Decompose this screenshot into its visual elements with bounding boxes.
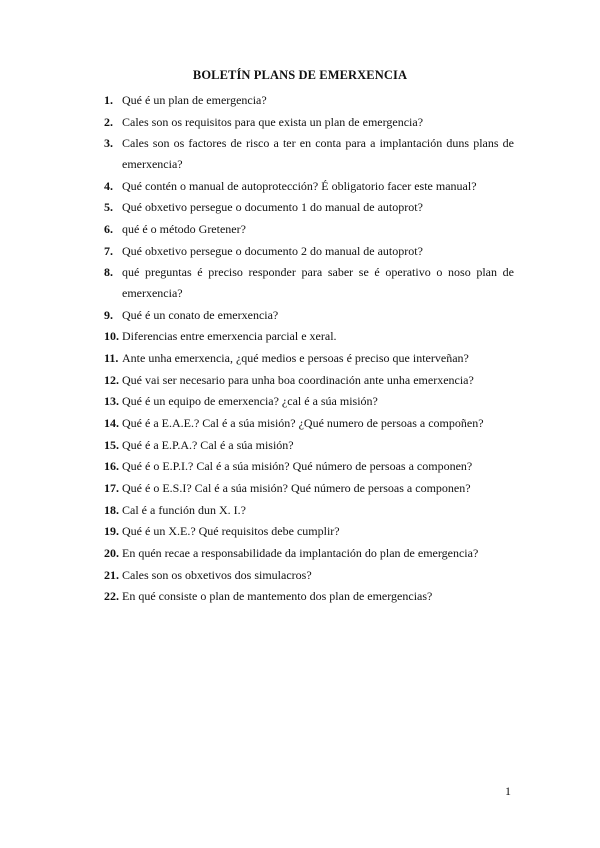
question-item [104,241,514,262]
question-item [104,500,514,521]
question-item [104,90,514,111]
question-number: 11. [104,350,119,365]
question-number: 2. [104,114,113,129]
question-number: 12. [104,372,119,387]
question-number: 8. [104,265,113,280]
question-text: Qué contén o manual de autoprotección? É obligatorio facer este manual? [122,178,477,193]
page-number: 1 [505,784,511,798]
question-text: Cales son os requisitos para que exista un plan de emergencia? [122,114,424,129]
question-text: Qué vai ser necesario para unha boa coordinación ante unha emerxencia? [122,372,474,387]
question-item [104,176,514,197]
question-item [104,435,514,456]
question-number: 1. [104,93,113,107]
question-text: Qué é o E.S.I? Cal é a súa misión? Qué número de persoas a componen? [122,481,471,495]
question-text: Qué é un equipo de emerxencia? ¿cal é a súa misión? [122,394,378,409]
question-text: Cales son os factores de risco a ter en conta para a implantación duns plans de emerxencia? [122,136,514,171]
question-item [104,197,514,218]
question-text: qué é o método Gretener? [122,221,246,236]
question-text: Cales son os obxetivos dos simulacros? [122,567,312,582]
question-number: 19. [104,524,119,539]
question-text: Qué obxetivo persegue o documento 1 do manual de autoprot? [122,200,423,215]
question-item [104,565,514,586]
question-text: qué preguntas é preciso responder para saber se é operativo o noso plan de emerxencia? [122,265,514,300]
question-text: En qué consiste o plan de mantemento dos plan de emergencias? [122,589,433,604]
question-item [104,543,514,564]
question-item [104,219,514,240]
question-text: Qué é a E.A.E.? Cal é a súa misión? ¿Qué numero de persoas a compoñen? [122,415,484,430]
question-item [104,391,514,412]
question-item [104,413,514,434]
question-number: 18. [104,502,119,517]
question-item [104,456,514,477]
question-number: 16. [104,459,119,474]
question-number: 9. [104,307,113,322]
question-number: 22. [104,589,119,604]
question-number: 21. [104,567,119,582]
question-item [104,305,514,326]
question-text: Cal é a función dun X. I.? [122,502,246,517]
question-text: Qué é a E.P.A.? Cal é a súa misión? [122,437,294,452]
question-text: Qué é un plan de emergencia? [122,93,267,107]
question-number: 13. [104,394,119,409]
question-text: Qué é un conato de emerxencia? [122,307,279,322]
question-item [104,112,514,133]
question-item [104,370,514,391]
question-list [104,90,514,608]
question-number: 10. [104,329,119,344]
question-item [104,521,514,542]
question-number: 14. [104,415,119,430]
question-number: 15. [104,437,119,452]
question-item [104,133,514,174]
question-item [104,478,514,499]
question-item [104,348,514,369]
question-number: 5. [104,200,113,215]
question-text: Ante unha emerxencia, ¿qué medios e persoas é preciso que interveñan? [122,350,469,365]
question-item [104,586,514,607]
page-title: BOLETÍN PLANS DE EMERXENCIA [192,68,408,82]
question-number: 6. [104,221,113,236]
question-number: 17. [104,481,119,495]
question-text: Qué é un X.E.? Qué requisitos debe cumplir? [122,524,340,539]
question-text: Qué obxetivo persegue o documento 2 do manual de autoprot? [122,243,423,258]
question-number: 3. [104,136,113,151]
question-text: Diferencias entre emerxencia parcial e xeral. [122,329,337,344]
question-number: 4. [104,178,113,193]
question-text: En quén recae a responsabilidade da implantación do plan de emergencia? [122,546,479,561]
question-item [104,262,514,303]
question-item [104,326,514,347]
question-text: Qué é o E.P.I.? Cal é a súa misión? Qué número de persoas a componen? [122,459,473,474]
question-number: 20. [104,546,119,561]
question-number: 7. [104,243,113,258]
